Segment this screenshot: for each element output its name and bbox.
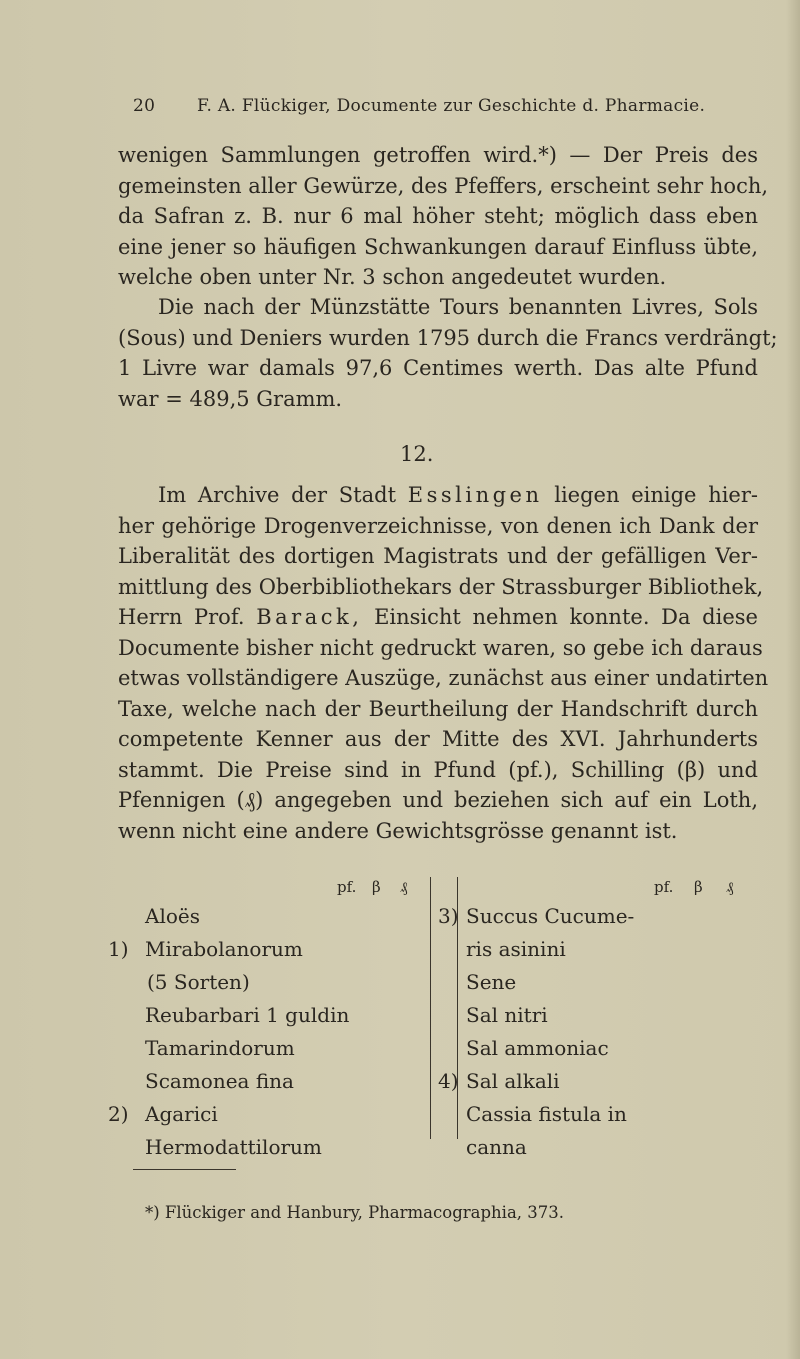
text-line: etwas vollständigere Auszüge, zunächst aus einer undatirten — [118, 666, 769, 690]
unit-header-schilling: β — [372, 878, 381, 896]
unit-header-pfennig: ₰ — [400, 878, 408, 896]
drug-name: Sal nitri — [466, 1003, 548, 1027]
text-line: Pfennigen (₰) angegeben und beziehen sich auf ein Loth, — [118, 788, 758, 812]
drug-name: Tamarindorum — [145, 1036, 295, 1060]
text-line: Die nach der Münzstätte Tours benannten Livres, Sols — [158, 295, 758, 319]
drug-name: Sal ammoniac — [466, 1036, 609, 1060]
text-line: wenigen Sammlungen getroffen wird.*) — Der Preis des — [118, 143, 758, 167]
unit-header-pfennig: ₰ — [726, 878, 734, 896]
text-line: Taxe, welche nach der Beurtheilung der Handschrift durch — [118, 696, 758, 721]
drug-name: Succus Cucume- — [466, 904, 635, 928]
text-fragment: Herrn Prof. — [118, 605, 245, 629]
text-fragment: Einsicht nehmen konnte. Da diese — [374, 605, 758, 629]
text-line: her gehörige Drogenverzeichnisse, von denen ich Dank der — [118, 513, 758, 538]
text-line: Documente bisher nicht gedruckt waren, so gebe ich daraus — [118, 635, 763, 660]
text-line: wenn nicht eine andere Gewichtsgrösse genannt ist. — [118, 818, 678, 843]
page-edge-shadow — [786, 0, 800, 1359]
running-header — [133, 96, 763, 116]
paragraph-1 — [118, 140, 769, 293]
drug-name: Agarici — [145, 1102, 218, 1126]
text-fragment: liegen einige hier- — [554, 483, 758, 507]
page-number: 20 — [133, 96, 156, 116]
running-title: F. A. Flückiger, Documente zur Geschichte d. Pharmacie. — [197, 96, 706, 116]
drug-name: canna — [466, 1135, 527, 1159]
text-line — [118, 480, 758, 511]
spaced-person-name: Barack, — [256, 605, 363, 629]
unit-header-pf: pf. — [337, 878, 357, 896]
text-line: 1 Livre war damals 97,6 Centimes werth. Das alte Pfund — [118, 356, 758, 380]
drug-name: Reubarbari 1 guldin — [145, 1003, 350, 1027]
drug-name: Hermodattilorum — [145, 1135, 322, 1159]
text-line: (Sous) und Deniers wurden 1795 durch die Francs verdrängt; — [118, 325, 778, 350]
text-line: welche oben unter Nr. 3 schon angedeutet wurden. — [118, 265, 667, 289]
text-line: stammt. Die Preise sind in Pfund (pf.), Schilling (β) und — [118, 757, 758, 782]
paragraph-3 — [118, 480, 769, 846]
entry-number: 2) — [108, 1102, 129, 1126]
text-line: eine jener so häufigen Schwankungen darauf Einfluss übte, — [118, 234, 758, 259]
drug-name: Mirabolanorum — [145, 937, 303, 961]
column-divider — [430, 877, 431, 1139]
text-fragment: Im Archive der Stadt — [158, 483, 397, 507]
drug-name: Cassia fistula in — [466, 1102, 627, 1126]
drug-name: Aloës — [145, 904, 200, 928]
drug-name: Sal alkali — [466, 1069, 560, 1093]
text-line — [118, 602, 758, 633]
text-line: Liberalität des dortigen Magistrats und der gefälligen Ver- — [118, 544, 758, 568]
drug-name: ris asinini — [466, 937, 566, 961]
unit-header-pf: pf. — [654, 878, 674, 896]
entry-number: 1) — [108, 937, 129, 961]
entry-number: 4) — [438, 1069, 459, 1093]
entry-number: 3) — [438, 904, 459, 928]
text-line: war = 489,5 Gramm. — [118, 386, 343, 411]
drug-name: (5 Sorten) — [147, 970, 250, 994]
section-number: 12. — [400, 442, 434, 466]
text-line: competente Kenner aus der Mitte des XVI. Jahrhunderts — [118, 727, 758, 751]
text-line: gemeinsten aller Gewürze, des Pfeffers, erscheint sehr hoch, — [118, 173, 769, 198]
unit-header-schilling: β — [694, 878, 703, 896]
paragraph-2 — [118, 292, 778, 414]
drug-name: Scamonea fina — [145, 1069, 294, 1093]
text-line: mittlung des Oberbibliothekars der Strassburger Bibliothek, — [118, 574, 764, 599]
footnote-rule — [133, 1169, 236, 1170]
spaced-place-name: Esslingen — [407, 483, 543, 507]
footnote: *) Flückiger and Hanbury, Pharmacographia, 373. — [145, 1203, 565, 1222]
text-line: da Safran z. B. nur 6 mal höher steht; möglich dass eben — [118, 204, 758, 228]
drug-name: Sene — [466, 970, 517, 994]
